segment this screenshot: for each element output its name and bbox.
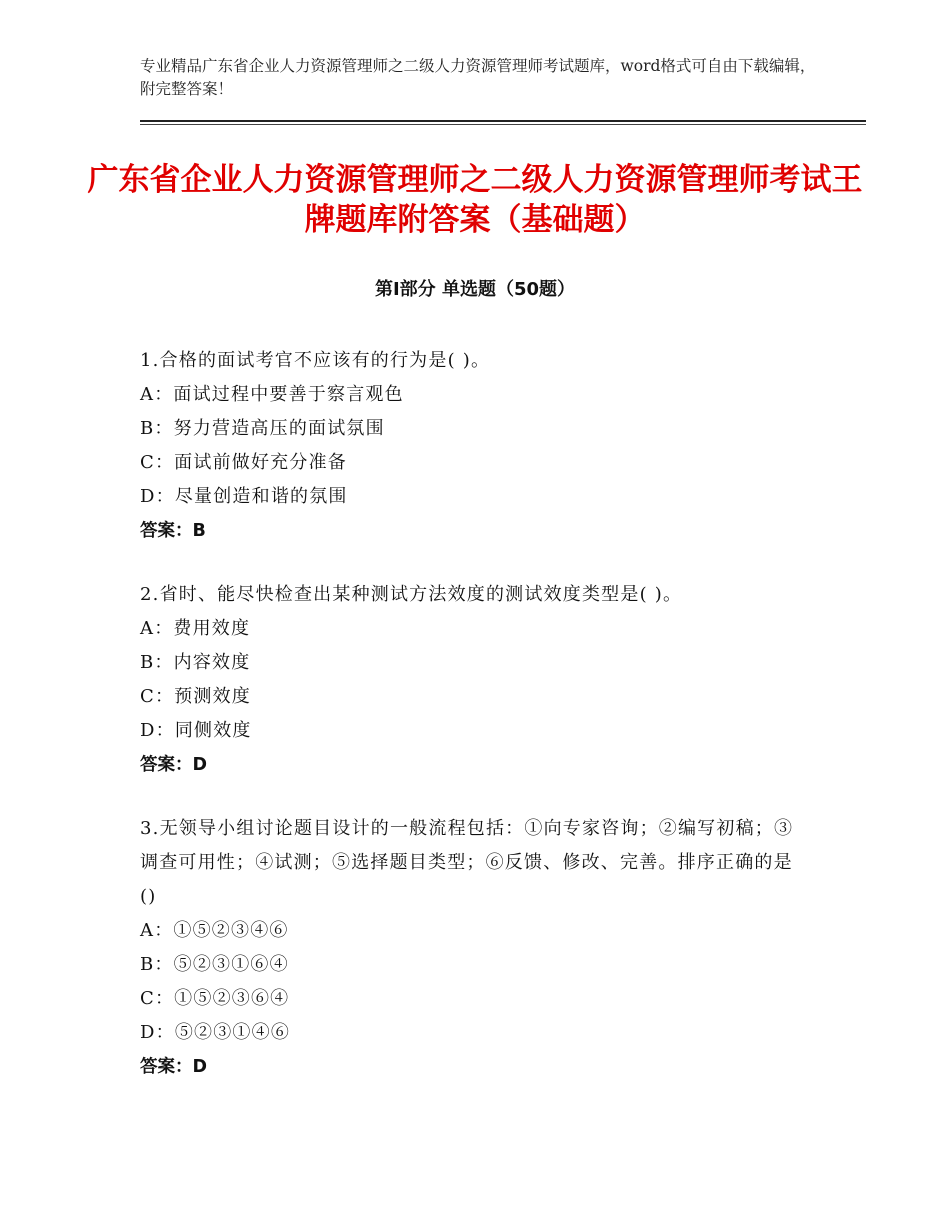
document-title: 广东省企业人力资源管理师之二级人力资源管理师考试王牌题库附答案（基础题） (87, 162, 863, 238)
question-list (140, 344, 805, 1114)
header-note: 专业精品广东省企业人力资源管理师之二级人力资源管理师考试题库，word格式可自由下载编辑，附完整答案！ (140, 57, 816, 98)
header-rule-thick (140, 120, 866, 122)
option-a: A：面试过程中要善于察言观色 (140, 384, 404, 405)
option-a: A：①⑤②③④⑥ (140, 920, 289, 941)
question-stem: 2.省时、能尽快检查出某种测试方法效度的测试效度类型是( )。 (140, 584, 683, 605)
answer: 答案：B (140, 521, 206, 541)
question-3 (140, 812, 805, 1084)
option-b: B：⑤②③①⑥④ (140, 954, 289, 975)
option-c: C：面试前做好充分准备 (140, 452, 347, 473)
question-2 (140, 578, 805, 782)
question-stem: 1.合格的面试考官不应该有的行为是( )。 (140, 350, 491, 371)
option-b: B：努力营造高压的面试氛围 (140, 418, 385, 439)
option-a: A：费用效度 (140, 618, 251, 639)
section-title: 第Ⅰ部分 单选题（50题） (374, 279, 575, 300)
option-d: D：同侧效度 (140, 720, 252, 741)
option-c: C：①⑤②③⑥④ (140, 988, 290, 1009)
option-b: B：内容效度 (140, 652, 251, 673)
answer: 答案：D (140, 1057, 208, 1077)
question-stem: 3.无领导小组讨论题目设计的一般流程包括：①向专家咨询；②编写初稿；③调查可用性；④试测；⑤选择题目类型；⑥反馈、修改、完善。排序正确的是() (140, 818, 794, 907)
answer: 答案：D (140, 755, 208, 775)
option-c: C：预测效度 (140, 686, 251, 707)
option-d: D：尽量创造和谐的氛围 (140, 486, 348, 507)
question-1 (140, 344, 805, 548)
option-d: D：⑤②③①④⑥ (140, 1022, 291, 1043)
header-rule-thin (140, 124, 866, 125)
